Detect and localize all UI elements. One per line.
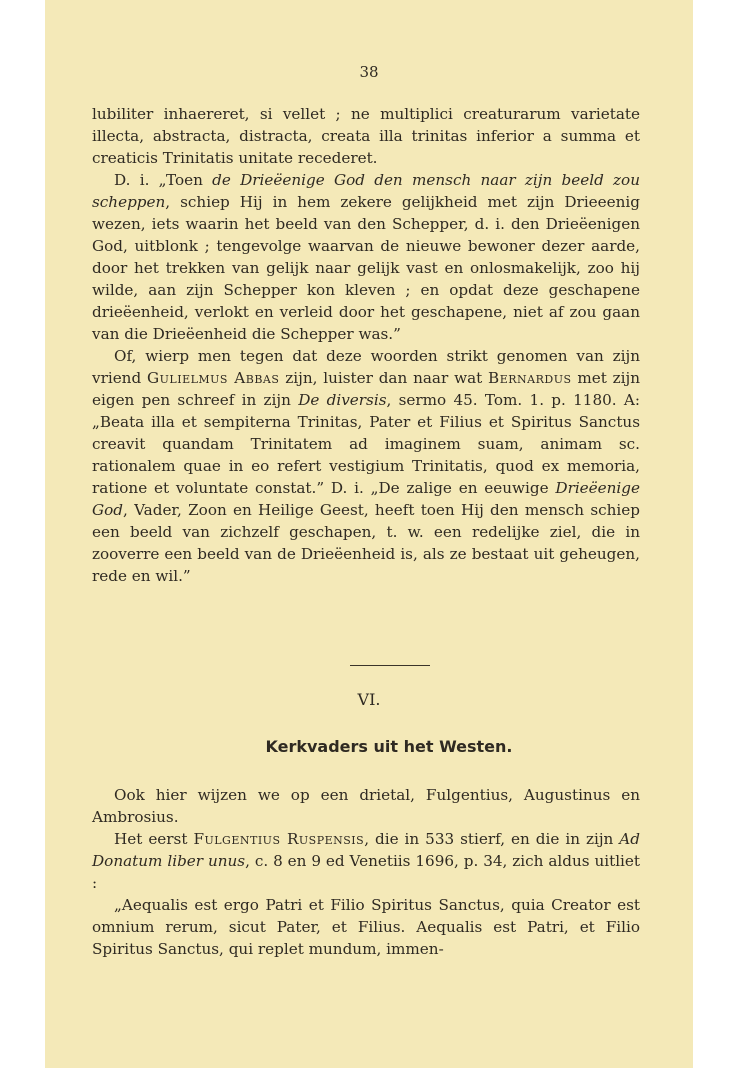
body-text-top (92, 103, 640, 587)
section-number: VI. (357, 690, 381, 709)
text-run: , schiep Hij in hem zekere gelijkheid met zijn Drieeenig wezen, iets waarin het beeld van den Schepper, d. i. den Drieëenigen God, uitblonk ; tengevolge waarvan de nieuwe bewoner dezer aarde, door het trekken van gelijk naar gelijk vast en onlosmakelijk, zoo hij wilde, aan zijn Schepper kon kleven ; en opdat deze geschapene drieëenheid, verlokt en verleid door het geschapene, niet af zou gaan van die Drieëenheid die Schepper was.” (92, 193, 640, 343)
italic-text: Drieëenige God (92, 479, 640, 519)
page-number: 38 (359, 63, 379, 81)
text-run: , die in 533 stierf, en die in zijn (364, 830, 620, 848)
italic-text: Ad Donatum liber unus (92, 830, 640, 870)
text-run: „Aequalis est ergo Patri et Filio Spiritus Sanctus, quia Creator est omnium rerum, sicut Pater, et Filius. Aequalis est Patri, et Filio Spiritus Sanctus, qui replet mundum, immen- (92, 896, 640, 958)
text-run: Of, wierp men tegen dat deze woorden strikt genomen van zijn vriend (92, 347, 640, 387)
paragraph (92, 345, 640, 587)
text-run: , c. 8 en 9 ed Venetiis 1696, p. 34, zich aldus uitliet : (92, 852, 640, 892)
small-caps-name: Bernardus (488, 369, 572, 387)
paragraph (92, 784, 640, 828)
italic-text: De diversis (298, 391, 387, 409)
text-run: zijn, luister dan naar wat (279, 369, 489, 387)
section-divider (350, 665, 430, 666)
small-caps-name: Fulgentius Ruspensis (193, 830, 365, 848)
paragraph (92, 169, 640, 345)
body-text-bottom (92, 784, 640, 960)
small-caps-name: Gulielmus Abbas (147, 369, 280, 387)
italic-text: de Drieëenige God den mensch naar zijn beeld zou scheppen (92, 171, 640, 211)
text-run: , Vader, Zoon en Heilige Geest, heeft toen Hij den mensch schiep een beeld van zichzelf geschapen, t. w. een redelijke ziel, die in zooverre een beeld van de Drieëenheid is, als ze bestaat uit geheugen, rede en wil.” (92, 501, 640, 585)
paragraph (92, 103, 640, 169)
text-run: D. i. „Toen (114, 171, 213, 189)
text-run: lubiliter inhaereret, si vellet ; ne multiplici creaturarum varietate illecta, abstracta, distracta, creata illa trinitas inferior a summa et creaticis Trinitatis unitate recederet. (92, 105, 640, 167)
paragraph (92, 894, 640, 960)
text-run: , sermo 45. Tom. 1. p. 1180. A: „Beata illa et sempiterna Trinitas, Pater et Filius et Spiritus Sanctus creavit quandam Trinitatem ad imaginem suam, animam sc. rationalem quae in eo refert vestigium Trinitatis, quod ex memoria, ratione et voluntate constat.” D. i. „De zalige en eeuwige (92, 391, 640, 497)
section-title: Kerkvaders uit het Westen. (265, 737, 513, 756)
text-run: Ook hier wijzen we op een drietal, Fulgentius, Augustinus en Ambrosius. (92, 786, 640, 826)
text-run: met zijn eigen pen schreef in zijn (92, 369, 640, 409)
text-run: Het eerst (114, 830, 194, 848)
paragraph (92, 828, 640, 894)
